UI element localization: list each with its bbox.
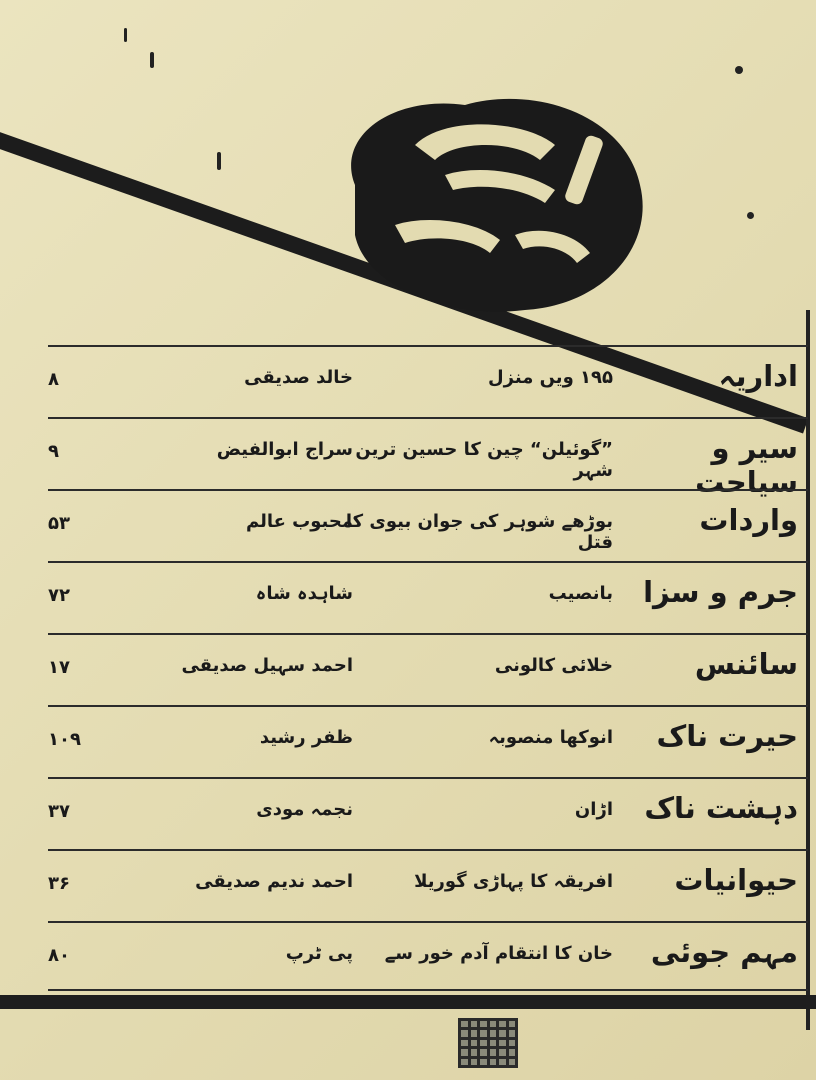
- page-number: ۵۳: [48, 513, 70, 534]
- page-number: ۹: [48, 441, 59, 462]
- author-name: نجمہ مودی: [256, 799, 353, 820]
- page-number: ۸۰: [48, 945, 70, 966]
- author-name: پی ٹرپ: [285, 943, 353, 964]
- author-name: خالد صدیقی: [244, 367, 353, 388]
- story-title: ”گوئیلن“ چین کا حسین ترین شہر: [355, 439, 613, 481]
- category-label: اداریہ: [718, 359, 798, 393]
- toc-row: [48, 705, 808, 773]
- category-label: واردات: [699, 503, 798, 537]
- category-label: سیر و سیاحت: [695, 431, 798, 499]
- toc-row: [48, 633, 808, 701]
- story-title: افریقہ کا پہاڑی گوریلا: [414, 871, 613, 892]
- toc-row: [48, 489, 808, 557]
- toc-row: [48, 849, 808, 917]
- story-title: خلائی کالونی: [494, 655, 613, 676]
- ink-speck: [217, 152, 221, 170]
- story-title: اڑان: [574, 799, 613, 820]
- author-name: ظفر رشید: [259, 727, 353, 748]
- story-title: ۱۹۵ ویں منزل: [488, 367, 613, 388]
- story-title: بانصیب: [548, 583, 613, 604]
- category-label: دہشت ناک: [644, 791, 798, 825]
- category-label: مہم جوئی: [650, 935, 798, 969]
- toc-row: [48, 561, 808, 629]
- category-label: حیرت ناک: [656, 719, 798, 753]
- toc-row: [48, 417, 808, 499]
- story-title: خان کا انتقام آدم خور سے: [384, 943, 613, 964]
- bottom-band: [0, 995, 816, 1009]
- story-title: بوڑھے شوہر کی جوان بیوی کا قتل: [345, 511, 613, 553]
- toc-row: [48, 345, 808, 413]
- ink-speck: [735, 66, 743, 74]
- author-name: سراج ابوالفیض: [216, 439, 353, 460]
- category-label: حیوانیات: [674, 863, 798, 897]
- author-name: محبوب عالم: [245, 511, 353, 532]
- printer-mark: [458, 1018, 518, 1068]
- author-name: شاہدہ شاہ: [255, 583, 353, 604]
- page-number: ۱۷: [48, 657, 70, 678]
- toc-row: [48, 921, 808, 991]
- ink-speck: [150, 52, 154, 68]
- story-title: انوکھا منصوبہ: [488, 727, 613, 748]
- category-label: سائنس: [694, 647, 798, 681]
- category-label: جرم و سزا: [643, 575, 798, 609]
- table-of-contents: [48, 345, 808, 995]
- toc-row: [48, 777, 808, 845]
- author-name: احمد سہیل صدیقی: [181, 655, 353, 676]
- ink-speck: [124, 28, 127, 42]
- page-number: ۷۲: [48, 585, 70, 606]
- page-number: ۸: [48, 369, 59, 390]
- magazine-logo: [325, 75, 665, 325]
- page-number: ۳۷: [48, 801, 70, 822]
- author-name: احمد ندیم صدیقی: [195, 871, 353, 892]
- page-number: ۳۶: [48, 873, 70, 894]
- ink-speck: [747, 212, 754, 219]
- page-number: ۱۰۹: [48, 729, 81, 750]
